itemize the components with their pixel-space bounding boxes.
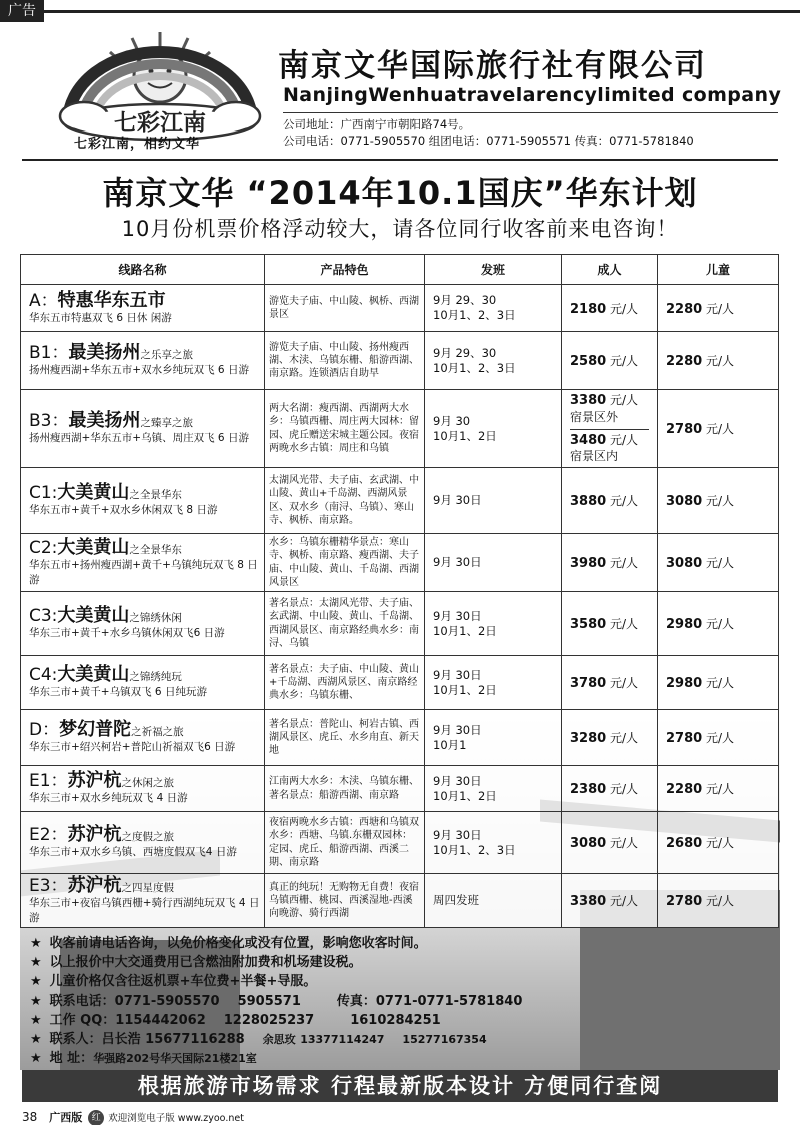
adult-price: 3780 <box>570 676 607 691</box>
header-route: 线路名称 <box>21 255 265 285</box>
child-unit: 元/人 <box>702 894 735 908</box>
child-price: 2280 <box>666 354 703 369</box>
page-subtitle: 10月份机票价格浮动较大，请各位同行收客前来电咨询！ <box>121 217 679 241</box>
route-desc: 华东三市+黄千+乌镇双飞 6 日纯玩游 <box>29 686 207 699</box>
adult-price-cell <box>562 656 658 710</box>
adult-unit: 元/人 <box>606 617 639 631</box>
route-suffix: 之休闲之旅 <box>121 777 175 790</box>
child-unit: 元/人 <box>702 617 735 631</box>
route-desc: 扬州瘦西湖+华东五市+双水乡纯玩双飞 6 日游 <box>29 364 249 377</box>
route-cell <box>21 710 265 766</box>
notes-section <box>22 934 778 1068</box>
contact-qq-3: 1610284251 <box>350 1012 441 1028</box>
contact-qq: 工作 QQ：1154442062 <box>49 1012 206 1028</box>
route-title: 最美扬州 <box>68 342 141 364</box>
route-suffix: 之全景华东 <box>129 489 182 502</box>
contact-person-2: 余思玫 <box>262 1032 296 1046</box>
route-suffix: 之度假之旅 <box>121 831 175 844</box>
departure-cell <box>425 874 562 928</box>
adult-unit: 元/人 <box>606 301 639 316</box>
route-desc: 华东三市+双水乡纯玩双飞 4 日游 <box>29 792 188 805</box>
route-suffix: 之锦绣休闲 <box>129 612 182 625</box>
star-icon: ★ <box>30 1051 42 1067</box>
route-cell <box>21 390 265 468</box>
table-row <box>21 534 779 592</box>
departure-text: 9月 29、30 10月1、2、3日 <box>433 345 516 375</box>
child-unit: 元/人 <box>702 494 735 508</box>
address-label: 地 址： <box>49 1051 94 1067</box>
note-item <box>22 972 778 991</box>
contact-phone-2: 5905571 <box>237 993 301 1009</box>
star-icon: ★ <box>30 955 42 971</box>
route-title: 苏沪杭 <box>67 824 122 846</box>
adult-price-note: 宿景区内 <box>570 448 619 463</box>
badge-icon: 红 <box>88 1110 104 1125</box>
table-row <box>21 710 779 766</box>
child-unit: 元/人 <box>702 301 735 316</box>
route-code: D： <box>29 720 60 741</box>
header-child: 儿童 <box>658 255 779 285</box>
note-item <box>22 1049 778 1068</box>
route-cell <box>21 285 265 332</box>
header-departure: 发班 <box>425 255 562 285</box>
child-price-cell <box>658 332 779 390</box>
table-row <box>21 390 779 468</box>
adult-price-cell <box>562 332 658 390</box>
child-price: 2980 <box>666 617 703 632</box>
table-row <box>21 285 779 332</box>
departure-cell <box>425 285 562 332</box>
route-title: 最美扬州 <box>68 410 141 432</box>
departure-cell <box>425 812 562 874</box>
logo-slogan: 七彩江南，相约文华 <box>74 137 201 152</box>
adult-unit: 元/人 <box>606 393 639 408</box>
star-icon: ★ <box>30 1012 42 1028</box>
route-suffix: 之祈福之旅 <box>131 726 184 739</box>
route-cell <box>21 766 265 812</box>
departure-cell <box>425 766 562 812</box>
footer <box>22 1109 244 1125</box>
header-divider <box>22 159 778 161</box>
child-price: 2780 <box>666 731 703 746</box>
route-desc: 华东五市+扬州瘦西湖+黄千+乌镇纯玩双飞 8 日游 <box>29 558 258 586</box>
child-price-cell <box>658 534 779 592</box>
child-unit: 元/人 <box>702 556 735 570</box>
address-value: 华强路202号华天国际21楼21室 <box>93 1052 257 1066</box>
info-divider <box>283 112 778 113</box>
departure-text: 9月 30日 10月1 <box>433 722 482 752</box>
contact-qq-2: 1228025237 <box>223 1012 315 1028</box>
page-title: 南京文华 “2014年10.1国庆”华东计划 <box>102 174 698 212</box>
child-price: 2780 <box>666 422 703 437</box>
adult-price: 3880 <box>570 494 607 509</box>
route-cell <box>21 468 265 534</box>
adult-price: 2180 <box>570 301 607 317</box>
child-price-cell <box>658 812 779 874</box>
route-desc: 华东三市+黄千+水乡乌镇休闲双飞6 日游 <box>29 627 225 640</box>
adult-unit: 元/人 <box>606 782 639 796</box>
table-row <box>21 332 779 390</box>
child-price: 2780 <box>666 894 703 909</box>
contact-person-2-phone: 13377114247 <box>300 1032 385 1046</box>
table-header-row <box>21 255 779 285</box>
child-price: 2980 <box>666 676 703 691</box>
child-unit: 元/人 <box>702 836 735 850</box>
adult-price-cell <box>562 534 658 592</box>
table-row <box>21 812 779 874</box>
departure-text: 9月 29、30 10月1、2、3日 <box>433 293 516 322</box>
adult-unit: 元/人 <box>606 432 639 447</box>
route-title: 特惠华东五市 <box>57 289 166 311</box>
departure-text: 9月 30日 10月1、2、3日 <box>433 827 516 857</box>
child-unit: 元/人 <box>702 676 735 690</box>
adult-unit: 元/人 <box>606 556 639 570</box>
adult-unit: 元/人 <box>606 731 639 745</box>
note-item <box>22 934 778 953</box>
route-title: 大美黄山 <box>57 482 130 504</box>
route-code: C1: <box>29 483 58 504</box>
top-rule <box>44 10 800 13</box>
route-cell <box>21 592 265 656</box>
route-code: C2: <box>29 537 58 558</box>
departure-text: 9月 30日 10月1、2日 <box>433 608 497 638</box>
note-item <box>22 953 778 972</box>
child-price-cell <box>658 710 779 766</box>
departure-cell <box>425 710 562 766</box>
route-suffix: 之臻享之旅 <box>140 417 193 430</box>
table-row <box>21 468 779 534</box>
note-text: 以上报价中大交通费用已含燃油附加费和机场建设税。 <box>49 955 362 971</box>
adult-price-option <box>570 429 649 465</box>
features-cell: 水乡：乌镇东栅精华景点：寒山寺、枫桥、南京路、瘦西湖、夫子庙、中山陵、黄山、千岛湖、西湖风景区 <box>265 534 425 592</box>
note-text: 儿童价格仅含往返机票+车位费+半餐+导服。 <box>49 974 317 990</box>
route-cell <box>21 534 265 592</box>
adult-price: 3280 <box>570 731 607 746</box>
features-cell: 著名景点：太湖风光带、夫子庙、玄武湖、中山陵、黄山、千岛湖、西湖风景区、南京路经典水乡：南浔、乌镇 <box>265 592 425 656</box>
departure-cell <box>425 534 562 592</box>
route-cell <box>21 332 265 390</box>
adult-price: 2580 <box>570 354 607 369</box>
adult-price: 3480 <box>570 432 607 448</box>
child-price-cell <box>658 468 779 534</box>
features-cell: 著名景点：夫子庙、中山陵、黄山+千岛湖、西湖风景区、南京路经典水乡：乌镇东栅、 <box>265 656 425 710</box>
note-item <box>22 1011 778 1030</box>
features-cell: 太湖风光带、夫子庙、玄武湖、中山陵、黄山+千岛湖、西湖风景区、双水乡（南浔、乌镇）、寒山寺、枫桥、南京路。 <box>265 468 425 534</box>
route-title: 梦幻普陀 <box>59 719 132 741</box>
edition-label: 广西版 <box>49 1111 83 1124</box>
route-desc: 华东三市+双水乡乌镇、西塘度假双飞4 日游 <box>29 846 237 859</box>
features-cell: 著名景点：普陀山、柯岩古镇、西湖风景区、虎丘、水乡甪直、新天地 <box>265 710 425 766</box>
star-icon: ★ <box>30 993 42 1009</box>
route-code: B1： <box>29 343 69 364</box>
departure-text: 9月 30日 <box>433 493 482 508</box>
routes-table <box>20 254 779 928</box>
note-item <box>22 1030 778 1049</box>
adult-price-cell <box>562 710 658 766</box>
adult-unit: 元/人 <box>606 494 639 508</box>
child-price: 3080 <box>666 494 703 509</box>
adult-unit: 元/人 <box>606 836 639 850</box>
adult-price-cell <box>562 285 658 332</box>
ad-tag: 广告 <box>0 0 44 22</box>
table-row <box>21 656 779 710</box>
note-item <box>22 992 778 1011</box>
company-name-cn: 南京文华国际旅行社有限公司 <box>278 48 707 84</box>
route-title: 大美黄山 <box>57 536 130 558</box>
route-code: E1： <box>29 771 68 792</box>
route-suffix: 之四星度假 <box>121 881 175 894</box>
route-title: 大美黄山 <box>57 664 130 686</box>
child-price-cell <box>658 390 779 468</box>
adult-price: 3580 <box>570 617 607 632</box>
route-suffix: 之锦绣纯玩 <box>129 671 182 684</box>
features-cell: 游览夫子庙、中山陵、扬州瘦西湖、木渎、乌镇东栅、船游西湖、南京路。连锁酒店自助早 <box>265 332 425 390</box>
departure-text: 周四发班 <box>433 893 479 908</box>
route-cell <box>21 812 265 874</box>
company-phones: 公司电话：0771-5905570 组团电话：0771-5905571 传真：0771-5781840 <box>283 134 694 148</box>
route-desc: 华东三市+夜宿乌镇西栅+骑行西湖纯玩双飞 4 日游 <box>29 896 260 924</box>
route-desc: 华东三市+绍兴柯岩+普陀山祈福双飞6 日游 <box>29 741 236 754</box>
contact-person: 联系人：吕长浩 15677116288 <box>49 1031 245 1047</box>
adult-price-cell <box>562 812 658 874</box>
star-icon: ★ <box>30 936 42 951</box>
child-price: 2680 <box>666 836 703 851</box>
adult-unit: 元/人 <box>606 676 639 690</box>
departure-text: 9月 30日 <box>433 555 482 570</box>
route-desc: 扬州瘦西湖+华东五市+乌镇、周庄双飞 6 日游 <box>29 432 249 445</box>
footer-website: 欢迎浏览电子版 www.zyoo.net <box>108 1113 244 1124</box>
header-adult: 成人 <box>562 255 658 285</box>
adult-price: 3380 <box>570 894 607 909</box>
child-price: 2280 <box>666 782 703 797</box>
child-price-cell <box>658 874 779 928</box>
departure-cell <box>425 592 562 656</box>
child-price: 3080 <box>666 556 703 571</box>
child-unit: 元/人 <box>702 731 735 745</box>
table-row <box>21 592 779 656</box>
header-features: 产品特色 <box>265 255 425 285</box>
child-price-cell <box>658 592 779 656</box>
contact-person-2-phone2: 15277167354 <box>402 1032 487 1046</box>
route-suffix: 之全景华东 <box>129 543 182 556</box>
contact-fax: 传真：0771-0771-5781840 <box>336 993 523 1009</box>
departure-cell <box>425 390 562 468</box>
child-price-cell <box>658 766 779 812</box>
company-address: 公司地址：广西南宁市朝阳路74号。 <box>283 117 471 131</box>
route-code: E2： <box>29 825 68 846</box>
child-unit: 元/人 <box>702 782 735 796</box>
adult-price-option <box>570 392 649 425</box>
route-desc: 华东五市特惠双飞 6 日休 闲游 <box>29 311 172 324</box>
adult-price-cell <box>562 390 658 468</box>
route-code: B3： <box>29 411 69 432</box>
adult-price-note: 宿景区外 <box>570 409 619 424</box>
features-cell: 两大名湖：瘦西湖、西湖两大水乡：乌镇西栅、周庄两大园林：留园、虎丘赠送宋城主题公园。夜宿两晚水乡古镇：周庄和乌镇 <box>265 390 425 468</box>
child-unit: 元/人 <box>702 354 735 368</box>
route-code: E3： <box>29 875 68 896</box>
child-price-cell <box>658 285 779 332</box>
adult-price-cell <box>562 874 658 928</box>
features-cell: 夜宿两晚水乡古镇：西塘和乌镇双水乡：西塘、乌镇.东栅双园林：定园、虎丘、船游西湖、西溪二期、南京路 <box>265 812 425 874</box>
route-suffix: 之乐享之旅 <box>140 349 193 362</box>
route-cell <box>21 874 265 928</box>
route-cell <box>21 656 265 710</box>
departure-cell <box>425 656 562 710</box>
adult-price: 3380 <box>570 393 607 409</box>
adult-unit: 元/人 <box>606 354 639 368</box>
route-code: A： <box>29 290 58 311</box>
page-number: 38 <box>22 1110 38 1124</box>
child-price-cell <box>658 656 779 710</box>
departure-text: 9月 30日 10月1、2日 <box>433 667 497 697</box>
features-cell: 江南两大水乡：木渎、乌镇东栅、著名景点：船游西湖、南京路 <box>265 766 425 812</box>
adult-price-cell <box>562 766 658 812</box>
table-row <box>21 766 779 812</box>
route-title: 苏沪杭 <box>67 770 122 792</box>
adult-price: 3080 <box>570 836 607 851</box>
table-row <box>21 874 779 928</box>
route-code: C4: <box>29 665 58 686</box>
departure-text: 9月 30日 10月1、2日 <box>433 773 497 803</box>
features-cell: 游览夫子庙、中山陵、枫桥、西湖景区 <box>265 285 425 332</box>
adult-price: 2380 <box>570 782 607 797</box>
adult-price: 3980 <box>570 556 607 571</box>
contact-phone: 联系电话：0771-5905570 <box>49 993 220 1009</box>
star-icon: ★ <box>30 1031 42 1047</box>
route-title: 大美黄山 <box>57 605 130 627</box>
adult-unit: 元/人 <box>606 894 639 908</box>
departure-cell <box>425 468 562 534</box>
logo-brand-text: 七彩江南 <box>114 110 206 136</box>
route-code: C3: <box>29 606 58 627</box>
bottom-banner: 根据旅游市场需求 行程最新版本设计 方便同行查阅 <box>22 1070 778 1102</box>
company-name-en: NanjingWenhuatravelarencylimited company <box>283 84 782 106</box>
child-price: 2280 <box>666 301 703 317</box>
child-unit: 元/人 <box>702 422 735 436</box>
star-icon: ★ <box>30 974 42 990</box>
departure-cell <box>425 332 562 390</box>
features-cell: 真正的纯玩！无购物无自费！夜宿乌镇西栅、桃园、西溪湿地-西溪向晚游、骑行西湖 <box>265 874 425 928</box>
adult-price-cell <box>562 468 658 534</box>
departure-text: 9月 30 10月1、2日 <box>433 413 497 443</box>
route-desc: 华东五市+黄千+双水乡休闲双飞 8 日游 <box>29 504 218 517</box>
adult-price-cell <box>562 592 658 656</box>
route-title: 苏沪杭 <box>67 874 122 896</box>
note-text: 收客前请电话咨询，以免价格变化或没有位置，影响您收客时间。 <box>49 936 427 951</box>
